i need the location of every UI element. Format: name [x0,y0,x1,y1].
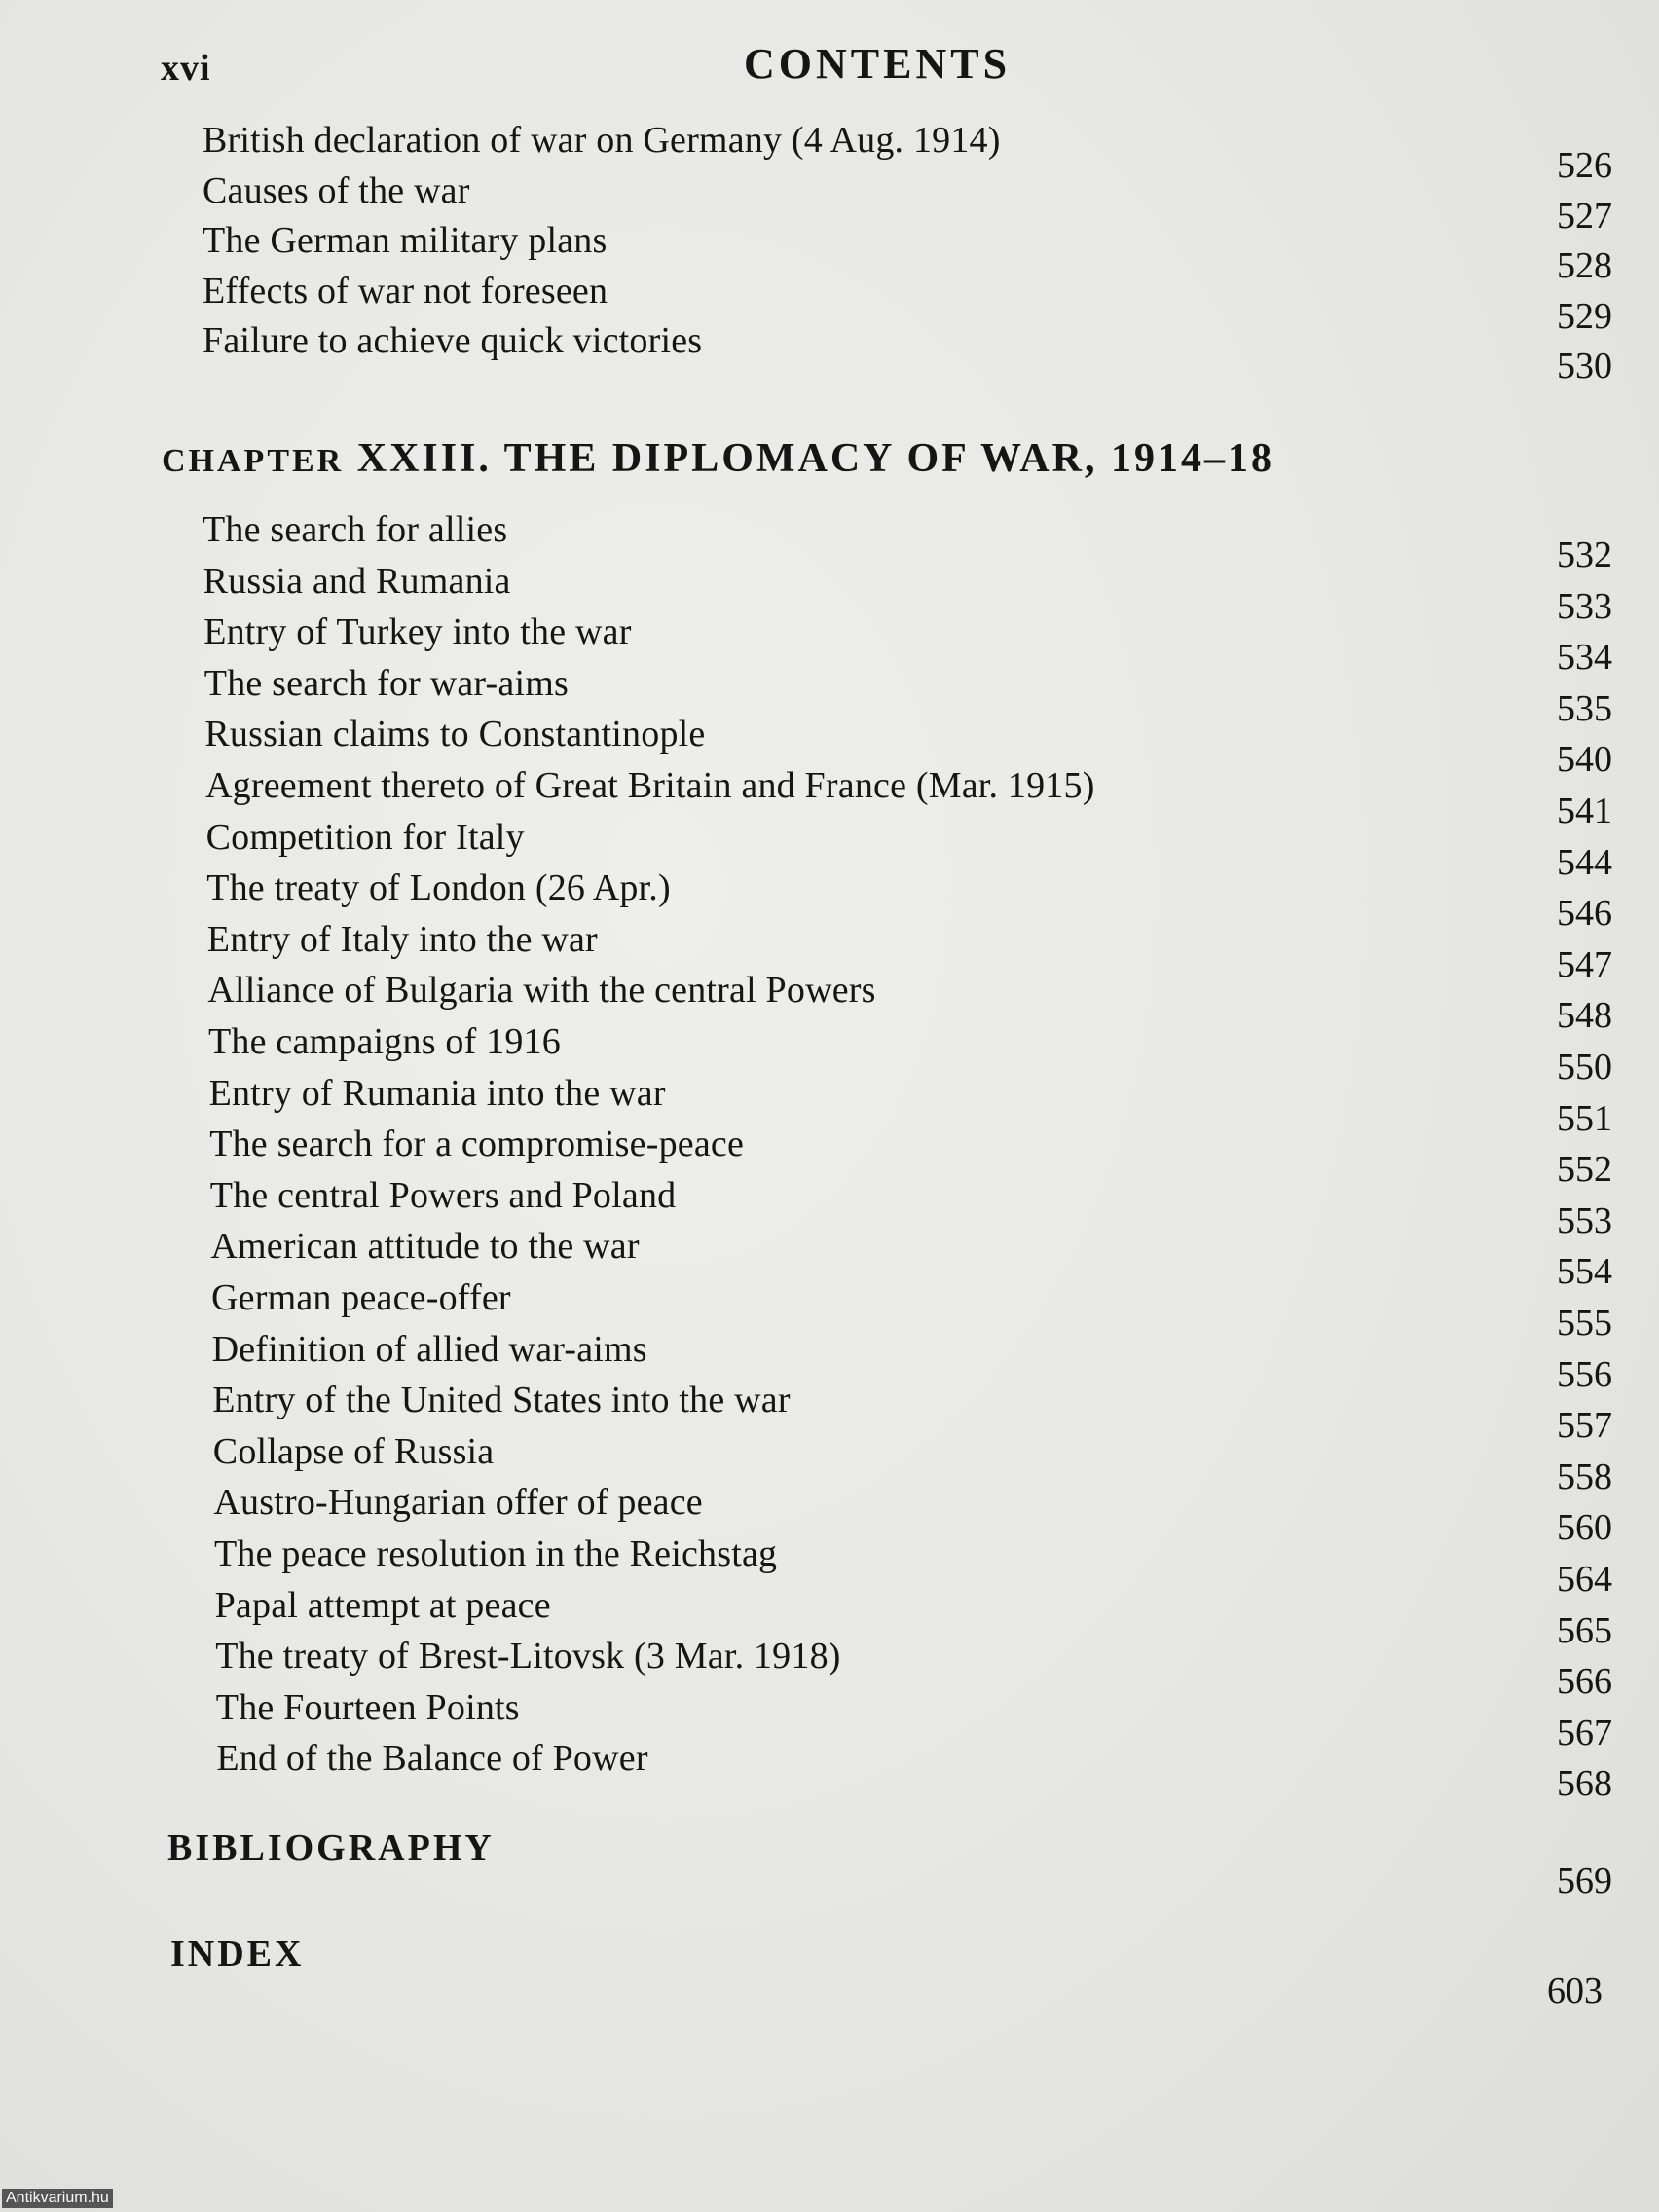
toc-entry-page: 532 [1557,535,1612,575]
toc-entry-page: 529 [1557,295,1612,337]
toc-entry-page: 548 [1557,995,1612,1037]
toc-entry-page: 556 [1557,1353,1612,1395]
section-index: INDEX [170,1934,305,1974]
toc-entry-title: The peace resolution in the Reichstag [214,1533,778,1574]
toc-entry-page: 530 [1557,346,1612,387]
toc-entry-title: Collapse of Russia [212,1430,495,1472]
toc-entry-title: The German military plans [203,220,608,261]
toc-entry-page: 533 [1557,585,1612,627]
toc-entry-page: 566 [1557,1661,1612,1703]
toc-entry-page: 541 [1557,791,1612,831]
toc-entry-page: 550 [1557,1047,1612,1088]
section-bibliography: BIBLIOGRAPHY [167,1827,495,1868]
toc-entry-page: 552 [1557,1149,1612,1191]
toc-entry-page: 564 [1557,1559,1612,1600]
toc-entry-title: The search for war-aims [203,662,569,704]
toc-entry-page: 568 [1557,1763,1612,1805]
chapter-label: CHAPTER [162,443,345,479]
toc-entry-page: 546 [1557,893,1612,935]
toc-entry-title: The treaty of London (26 Apr.) [206,867,671,909]
toc-entry-title: The search for a compromise-peace [209,1124,745,1165]
toc-entry-title: Russian claims to Constantinople [204,714,706,756]
toc-entry-page: 526 [1557,145,1612,186]
toc-entry-title: The campaigns of 1916 [208,1021,561,1062]
toc-entry-page: 540 [1557,739,1612,781]
watermark: Antikvarium.hu [2,2189,113,2208]
toc-entry-title: The treaty of Brest-Litovsk (3 Mar. 1918) [215,1636,841,1677]
section-page-number: 569 [1557,1861,1612,1901]
toc-entry-page: 565 [1557,1609,1612,1651]
chapter-heading [162,435,1274,482]
toc-entry-page: 554 [1557,1251,1612,1293]
toc-entry-title: The central Powers and Poland [209,1174,677,1216]
toc-entry-page: 557 [1557,1405,1612,1447]
toc-entry-title: Entry of Rumania into the war [208,1072,666,1114]
toc-entry-page: 534 [1557,637,1612,679]
toc-entry-title: American attitude to the war [210,1226,640,1268]
toc-entry-title: Entry of the United States into the war [212,1380,791,1421]
toc-entry-title: Agreement thereto of Great Britain and France (Mar. 1915) [205,765,1095,806]
toc-entry-page: 527 [1557,195,1612,237]
page-title: CONTENTS [744,40,1012,88]
toc-entry-title: Causes of the war [203,169,470,211]
toc-entry-page: 528 [1557,245,1612,286]
toc-entry-title: Entry of Italy into the war [206,918,598,960]
toc-entry-title: German peace-offer [211,1277,511,1318]
toc-entry-title: Russia and Rumania [203,560,511,602]
toc-entry-title: Effects of war not foreseen [203,270,608,312]
toc-entry-title: The search for allies [203,509,508,550]
page-number: xvi [161,48,211,89]
toc-entry-page: 551 [1557,1097,1612,1139]
toc-entry-page: 544 [1557,841,1612,883]
toc-entry-page: 547 [1557,943,1612,985]
toc-entry-title: Failure to achieve quick victories [203,320,703,361]
toc-entry-title: Papal attempt at peace [214,1584,551,1626]
toc-entry-page: 558 [1557,1456,1612,1497]
toc-entry-title: End of the Balance of Power [216,1738,648,1780]
toc-entry-title: British declaration of war on Germany (4 Aug. 1914) [203,120,1001,161]
toc-entry-title: The Fourteen Points [215,1686,520,1728]
toc-entry-page: 535 [1557,687,1612,729]
toc-entry-page: 567 [1557,1712,1612,1753]
toc-entry-title: Definition of allied war-aims [211,1328,647,1370]
chapter-title: XXIII. THE DIPLOMACY OF WAR, 1914–18 [356,436,1274,481]
toc-entry-page: 553 [1557,1199,1612,1241]
toc-entry-page: 560 [1557,1507,1612,1549]
toc-entry-title: Competition for Italy [205,816,525,858]
section-page-number: 603 [1547,1971,1603,2011]
toc-entry-title: Alliance of Bulgaria with the central Powers [207,970,876,1012]
toc-entry-title: Austro-Hungarian offer of peace [213,1482,703,1524]
toc-entry-page: 555 [1557,1303,1612,1344]
toc-entry-title: Entry of Turkey into the war [203,611,632,653]
